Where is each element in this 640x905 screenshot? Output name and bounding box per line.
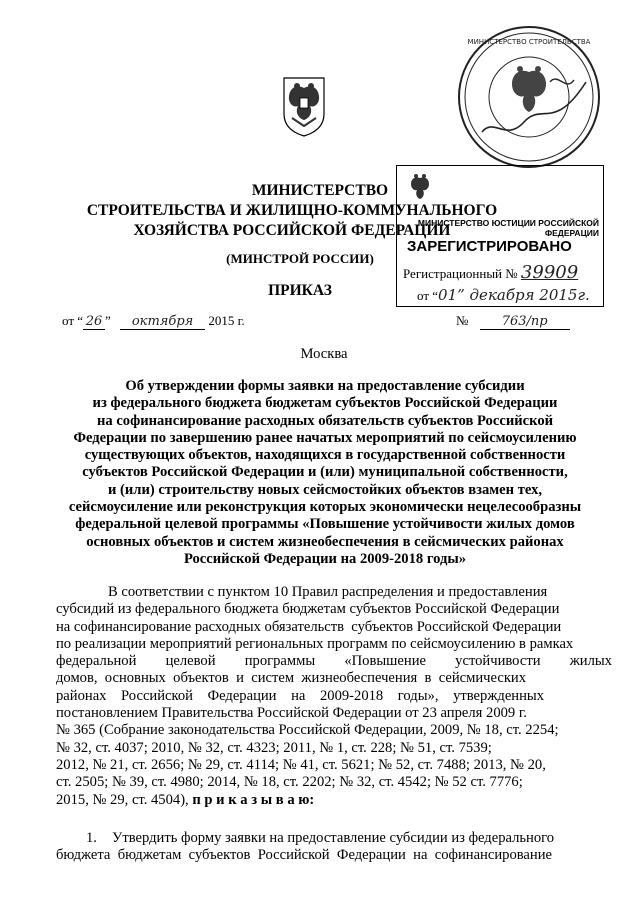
ministry-name-line1: МИНИСТЕРСТВО xyxy=(251,182,389,199)
order-date-prefix: от “ xyxy=(62,313,84,328)
body-line: ст. 2505; № 39, ст. 4980; 2014, № 18, ст. 2202; № 32, ст. 4542; № 52 ст. 7776; xyxy=(56,774,523,791)
body-line: на софинансирование расходных обязательств субъектов Российской Федерации xyxy=(56,618,562,635)
order-date xyxy=(62,313,245,330)
order-number-value: 763/пр xyxy=(480,314,570,330)
order-year: 2015 г. xyxy=(208,313,245,328)
body-line: № 365 (Собрание законодательства Российской Федерации, 2009, № 18, ст. 2254; xyxy=(56,722,559,739)
order-month: октября xyxy=(120,314,205,330)
stamp-date-value: 01” декабря 2015г. xyxy=(438,286,590,304)
stamp-reg-row xyxy=(403,262,578,283)
body-line: федеральной целевой программы «Повышение устойчивости жилых xyxy=(56,653,612,670)
title-line: из федерального бюджета бюджетам субъектов Российской Федерации xyxy=(92,395,558,412)
state-emblem-icon xyxy=(278,74,330,138)
order-day: 26 xyxy=(83,314,105,330)
body-line-last xyxy=(56,792,582,809)
body-line: 2012, № 21, ст. 2656; № 29, ст. 4114; № 41, ст. 5621; № 52, ст. 7488; 2013, № 20, xyxy=(56,756,546,773)
item-1-number: 1. xyxy=(86,830,97,846)
ministry-short-name: (МИНСТРОЙ РОССИИ) xyxy=(226,251,374,266)
ministry-name-line2: СТРОИТЕЛЬСТВА И ЖИЛИЩНО-КОММУНАЛЬНОГО xyxy=(86,202,498,219)
title-line: субъектов Российской Федерации и (или) муниципальной собственности, xyxy=(82,464,568,481)
title-line: основных объектов и систем жизнеобеспечения в сейсмических районах xyxy=(86,533,564,550)
city: Москва xyxy=(300,346,348,362)
document-title xyxy=(60,378,590,568)
body-line: № 32, ст. 4037; 2010, № 32, ст. 4323; 2011, № 1, ст. 228; № 51, ст. 7539; xyxy=(56,739,492,756)
stamp-ministry: МИНИСТЕРСТВО ЮСТИЦИИ РОССИЙСКОЙ ФЕДЕРАЦИИ xyxy=(417,218,599,238)
body-line: районах Российской Федерации на 2009-2018 годы», утвержденных xyxy=(56,687,545,704)
order-number-label: № xyxy=(456,313,469,328)
title-line: сейсмоусиление или реконструкция которых экономически нецелесообразны xyxy=(68,499,582,516)
title-line: Федерации по завершению ранее начатых мероприятий по сейсмоусилению xyxy=(73,429,577,446)
title-line: федеральной целевой программы «Повышение устойчивости жилых домов xyxy=(75,516,575,533)
ministry-seal xyxy=(454,22,604,172)
body-line: В соответствии с пунктом 10 Правил распределения и предоставления xyxy=(108,584,548,600)
item-1-text: Утвердить форму заявки на предоставление субсидии из федерального xyxy=(112,830,555,846)
stamp-status: ЗАРЕГИСТРИРОВАНО xyxy=(407,238,572,255)
item-1-line1 xyxy=(56,830,582,847)
item-1-line2: бюджета бюджетам субъектов Российской Федерации на софинансирование xyxy=(56,847,553,864)
order-number xyxy=(456,313,570,330)
body-line: домов, основных объектов и систем жизнеобеспечения в сейсмических xyxy=(56,670,527,687)
ministry-name-line3: ХОЗЯЙСТВА РОССИЙСКОЙ ФЕДЕРАЦИИ xyxy=(133,222,451,239)
title-line: Российской Федерации на 2009-2018 годы» xyxy=(183,550,467,567)
svg-text:МИНИСТЕРСТВО СТРОИТЕЛЬСТВА: МИНИСТЕРСТВО СТРОИТЕЛЬСТВА xyxy=(467,38,591,46)
body-line: субсидий из федерального бюджета бюджетам субъектов Российской Федерации xyxy=(56,601,560,618)
stamp-reg-number: 39909 xyxy=(520,262,579,283)
title-line: существующих объектов, находящихся в государственной собственности xyxy=(84,447,566,464)
stamp-emblem-icon xyxy=(405,170,435,204)
title-line: Об утверждении формы заявки на предоставление субсидии xyxy=(125,378,525,394)
title-line: и (или) строительству новых сейсмостойких объектов взамен тех, xyxy=(107,481,543,498)
stamp-reg-label: Регистрационный № xyxy=(403,266,518,281)
order-type: ПРИКАЗ xyxy=(268,282,332,299)
preamble-paragraph xyxy=(56,584,612,809)
body-line: постановлением Правительства Российской Федерации от 23 апреля 2009 г. xyxy=(56,705,527,722)
item-1 xyxy=(56,830,582,865)
registration-stamp xyxy=(396,165,604,307)
order-day-close: ” xyxy=(105,313,111,328)
title-line: на софинансирование расходных обязательств субъектов Российской xyxy=(96,412,554,429)
prikazyvayu: п р и к а з ы в а ю: xyxy=(192,791,315,808)
stamp-date-row xyxy=(417,286,590,304)
body-line: по реализации мероприятий региональных программ по сейсмоусилению в рамках xyxy=(56,635,574,652)
body-line-end: 2015, № 29, ст. 4504), xyxy=(56,791,189,808)
stamp-date-label: от “ xyxy=(417,288,439,303)
